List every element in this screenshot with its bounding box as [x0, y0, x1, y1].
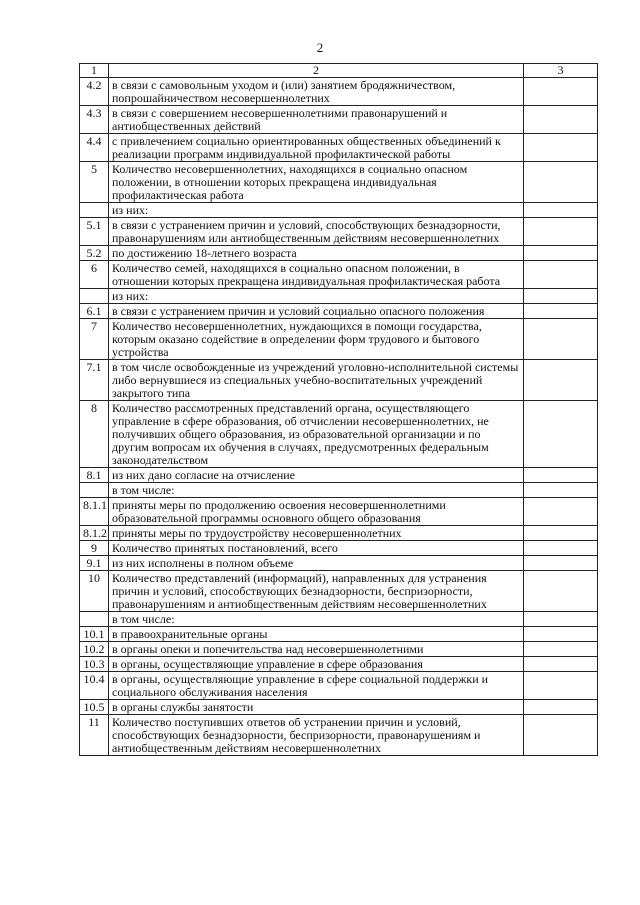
row-number-cell: 10.4	[80, 672, 109, 700]
row-indicator-cell: в том числе освобожденные из учреждений уголовно-исполнительной системы либо вернувшиеся из специальных учебно-воспитательных учреждений закрытого типа	[109, 360, 524, 401]
table-row	[80, 498, 598, 526]
row-number-cell: 7	[80, 319, 109, 360]
row-indicator-cell: Количество несовершеннолетних, нуждающихся в помощи государства, которым оказано содействие в определении форм трудового и бытового устройства	[109, 319, 524, 360]
row-value-cell	[524, 627, 598, 642]
row-indicator-cell: в связи с совершением несовершеннолетними правонарушений и антиобщественных действий	[109, 106, 524, 134]
row-indicator-cell: из них исполнены в полном объеме	[109, 556, 524, 571]
row-number-cell: 8.1.1	[80, 498, 109, 526]
row-number-cell: 10	[80, 571, 109, 612]
row-number-cell: 5	[80, 162, 109, 203]
row-value-cell	[524, 218, 598, 246]
table-row	[80, 657, 598, 672]
table-row	[80, 304, 598, 319]
row-number-cell: 5.2	[80, 246, 109, 261]
row-indicator-cell: в органы службы занятости	[109, 700, 524, 715]
row-value-cell	[524, 468, 598, 483]
row-indicator-cell: в связи с самовольным уходом и (или) занятием бродяжничеством, попрошайничеством несовершеннолетних	[109, 78, 524, 106]
row-indicator-cell: с привлечением социально ориентированных общественных объединений к реализации программ индивидуальной профилактической работы	[109, 134, 524, 162]
row-value-cell	[524, 700, 598, 715]
row-value-cell	[524, 672, 598, 700]
table-row	[80, 162, 598, 203]
table-row	[80, 203, 598, 218]
row-value-cell	[524, 483, 598, 498]
row-value-cell	[524, 556, 598, 571]
table-row	[80, 556, 598, 571]
row-number-cell: 8.1.2	[80, 526, 109, 541]
row-indicator-cell: Количество семей, находящихся в социально опасном положении, в отношении которых прекращена индивидуальная профилактическая работа	[109, 261, 524, 289]
row-number-cell: 6.1	[80, 304, 109, 319]
table-row	[80, 289, 598, 304]
row-indicator-cell: Количество несовершеннолетних, находящихся в социально опасном положении, в отношении которых прекращена индивидуальная профилактическая работа	[109, 162, 524, 203]
row-indicator-cell: Количество представлений (информаций), направленных для устранения причин и условий, способствующих безнадзорности, беспризорности, правонарушениям и антиобщественным действиям несовершеннолетних	[109, 571, 524, 612]
row-indicator-cell: из них дано согласие на отчисление	[109, 468, 524, 483]
row-value-cell	[524, 261, 598, 289]
row-number-cell: 10.1	[80, 627, 109, 642]
table-row	[80, 319, 598, 360]
row-indicator-cell: в органы, осуществляющие управление в сфере социальной поддержки и социального обслуживания населения	[109, 672, 524, 700]
row-number-cell: 4.3	[80, 106, 109, 134]
table-row	[80, 612, 598, 627]
row-value-cell	[524, 642, 598, 657]
row-number-cell	[80, 203, 109, 218]
row-value-cell	[524, 78, 598, 106]
row-indicator-cell: приняты меры по трудоустройству несовершеннолетних	[109, 526, 524, 541]
table-row	[80, 246, 598, 261]
row-indicator-cell: приняты меры по продолжению освоения несовершеннолетними образовательной программы основного общего образования	[109, 498, 524, 526]
row-number-cell: 9	[80, 541, 109, 556]
row-value-cell	[524, 541, 598, 556]
table-row	[80, 483, 598, 498]
report-table	[79, 63, 598, 756]
column-header-value: 3	[524, 64, 598, 78]
row-indicator-cell: в связи с устранением причин и условий, способствующих безнадзорности, правонарушениям или антиобщественным действиям несовершеннолетних	[109, 218, 524, 246]
table-body	[80, 78, 598, 756]
row-indicator-cell: в том числе:	[109, 612, 524, 627]
row-value-cell	[524, 319, 598, 360]
row-number-cell: 10.3	[80, 657, 109, 672]
table-row	[80, 106, 598, 134]
table-row	[80, 541, 598, 556]
row-value-cell	[524, 289, 598, 304]
row-indicator-cell: по достижению 18-летнего возраста	[109, 246, 524, 261]
row-number-cell: 8	[80, 401, 109, 468]
row-number-cell: 9.1	[80, 556, 109, 571]
table-row	[80, 526, 598, 541]
row-indicator-cell: из них:	[109, 289, 524, 304]
row-value-cell	[524, 612, 598, 627]
table-row	[80, 627, 598, 642]
row-value-cell	[524, 571, 598, 612]
row-value-cell	[524, 162, 598, 203]
row-value-cell	[524, 304, 598, 319]
row-number-cell: 4.2	[80, 78, 109, 106]
row-value-cell	[524, 246, 598, 261]
table-header-row	[80, 64, 598, 78]
table-row	[80, 468, 598, 483]
row-number-cell: 4.4	[80, 134, 109, 162]
row-value-cell	[524, 134, 598, 162]
table-row	[80, 134, 598, 162]
table-row	[80, 700, 598, 715]
row-value-cell	[524, 106, 598, 134]
row-value-cell	[524, 498, 598, 526]
table-row	[80, 78, 598, 106]
row-indicator-cell: в органы опеки и попечительства над несовершеннолетними	[109, 642, 524, 657]
table-row	[80, 571, 598, 612]
page-number: 2	[316, 40, 324, 55]
row-number-cell: 7.1	[80, 360, 109, 401]
row-number-cell: 8.1	[80, 468, 109, 483]
row-indicator-cell: из них:	[109, 203, 524, 218]
row-number-cell: 6	[80, 261, 109, 289]
row-indicator-cell: в том числе:	[109, 483, 524, 498]
table-row	[80, 715, 598, 756]
row-value-cell	[524, 360, 598, 401]
row-value-cell	[524, 657, 598, 672]
row-number-cell: 11	[80, 715, 109, 756]
row-number-cell	[80, 289, 109, 304]
row-number-cell: 10.5	[80, 700, 109, 715]
table-row	[80, 261, 598, 289]
table-row	[80, 360, 598, 401]
row-number-cell: 5.1	[80, 218, 109, 246]
table-row	[80, 401, 598, 468]
row-value-cell	[524, 715, 598, 756]
table-row	[80, 672, 598, 700]
row-number-cell	[80, 483, 109, 498]
row-indicator-cell: в правоохранительные органы	[109, 627, 524, 642]
row-value-cell	[524, 526, 598, 541]
row-number-cell	[80, 612, 109, 627]
row-indicator-cell: в органы, осуществляющие управление в сфере образования	[109, 657, 524, 672]
row-value-cell	[524, 203, 598, 218]
column-header-number: 1	[80, 64, 109, 78]
table-row	[80, 642, 598, 657]
column-header-indicator: 2	[109, 64, 524, 78]
row-indicator-cell: в связи с устранением причин и условий социально опасного положения	[109, 304, 524, 319]
row-value-cell	[524, 401, 598, 468]
row-number-cell: 10.2	[80, 642, 109, 657]
row-indicator-cell: Количество принятых постановлений, всего	[109, 541, 524, 556]
row-indicator-cell: Количество поступивших ответов об устранении причин и условий, способствующих безнадзорности, беспризорности, правонарушениям и антиобщественным действиям несовершеннолетних	[109, 715, 524, 756]
row-indicator-cell: Количество рассмотренных представлений органа, осуществляющего управление в сфере образования, об отчислении несовершеннолетних, не получивших общего образования, из образовательной организации и по другим вопросам их обучения в случаях, предусмотренных федеральным законодательством	[109, 401, 524, 468]
table-row	[80, 218, 598, 246]
